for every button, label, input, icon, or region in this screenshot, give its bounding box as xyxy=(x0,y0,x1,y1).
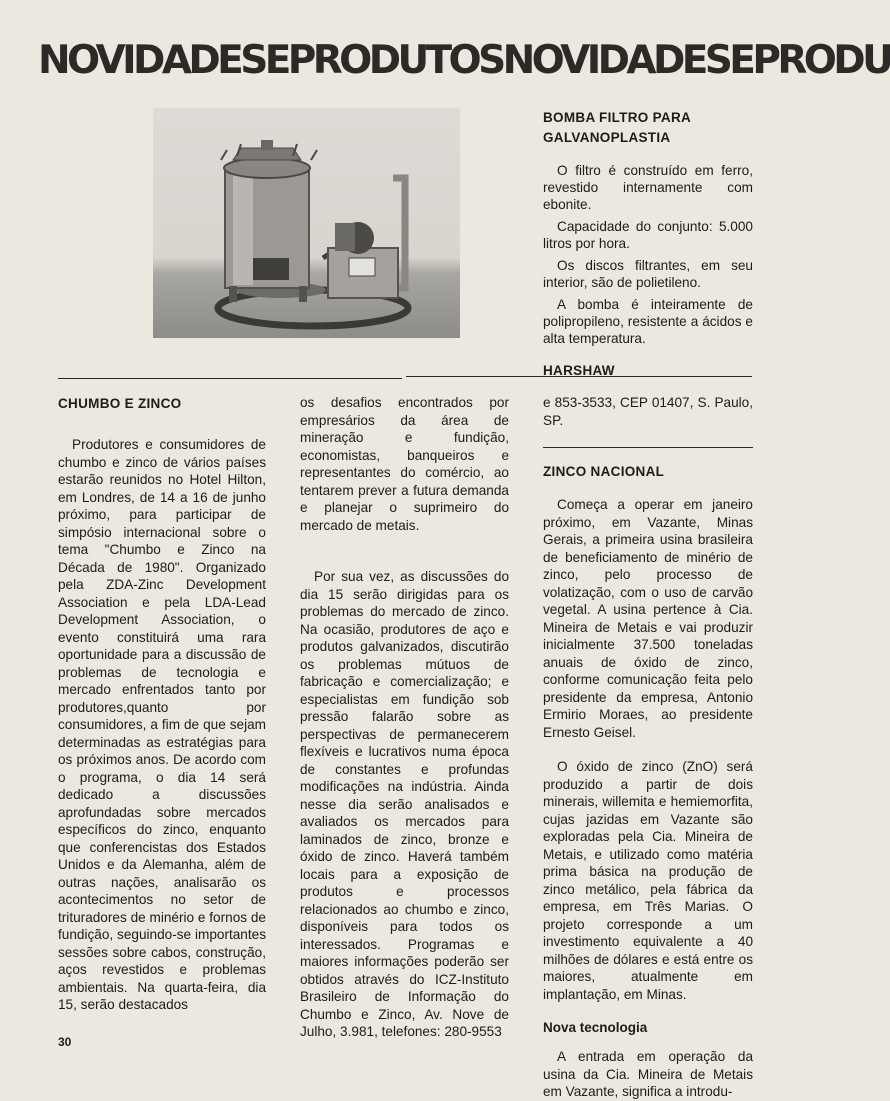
zinc-article-title: ZINCO NACIONAL xyxy=(543,464,665,479)
pump-filter-company: HARSHAW xyxy=(543,363,615,378)
lead-article-title: CHUMBO E ZINCO xyxy=(58,396,182,411)
pump-filter-paragraph: Os discos filtrantes, em seu interior, são de polietileno. xyxy=(543,258,753,290)
pump-filter-illustration xyxy=(153,108,460,338)
lead-article-column-2 xyxy=(300,394,509,1041)
divider-rule xyxy=(406,376,752,377)
right-column xyxy=(543,394,753,429)
lead-article-paragraph: Por sua vez, as discussões do dia 15 serão dirigidas para os problemas do mercado de zinco. Na ocasião, produtores de aço e produtos galvanizados, discutirão os problemas mútuos de fabricação e comercialização; e especialistas em fundição sob pressão falarão sobre as perspectivas de permanecerem flexíveis e lucrativos numa época de constantes e profundas modificações na indústria. Ainda nesse dia serão analisados e avaliados os mercados para laminados de zinco, bronze e óxido de zinco. Haverá também locais para a exposição de produtos e processos relacionados ao chumbo e zinco, disponíveis para todos os interessados. Programas e maiores informações poderão ser obtidos através do ICZ-Instituto Brasileiro de Informação do Chumbo e Zinco, Av. Nove de Julho, 3.981, telefones: 280-9553 xyxy=(300,569,509,1039)
lead-article-paragraph: Produtores e consumidores de chumbo e zinco de vários países estarão reunidos no Hotel Hilton, em Londres, de 14 a 16 de junho próximo, para participar de simpósio internacional sobre o tema "Chumbo e Zinco na Década de 1980". Organizado pela ZDA-Zinc Development Association e pela LDA-Lead Development Association, o evento constituirá uma rara oportunidade para a discussão de problemas de tecnologia e mercado enfrentados tanto por produtores,quanto por consumidores, a fim de que sejam determinadas as estratégias para os próximos anos. De acordo com o programa, o dia 14 será dedicado a discussões aprofundadas sobre mercados específicos do zinco, enquanto que conferencistas dos Estados Unidos e da Alemanha, além de outras nações, analisarão os acontecimentos no setor de trituradores de minério e fornos de fundição, seguindo-se importantes sessões sobre cabos, construção, aços revestidos e problemas ambientais. Na quarta-feira, dia 15, serão destacados xyxy=(58,437,266,1012)
section-banner: NOVIDADESEPRODUTOSNOVIDADESEPRODU xyxy=(38,38,890,83)
divider-rule xyxy=(58,378,402,379)
lead-article-column-1 xyxy=(58,394,266,1014)
zinc-article-subheading: Nova tecnologia xyxy=(543,1020,648,1035)
zinc-article-paragraph: Começa a operar em janeiro próximo, em Vazante, Minas Gerais, a primeira usina brasileira de beneficiamento de minério de zinco, pelo processo de volatização, com o uso de carvão vegetal. A usina pertence à Cia. Mineira de Metais e vai produzir inicialmente 37.500 toneladas anuais de óxido de zinco, conforme comunicação feita pelo presidente da empresa, Antonio Ermirio Moraes, ao presidente Ernesto Geisel. xyxy=(543,497,753,740)
zinc-article xyxy=(543,462,753,1101)
pump-filter-paragraph: A bomba é inteiramente de polipropileno, resistente a ácidos e alta temperatura. xyxy=(543,297,753,346)
pump-filter-photo xyxy=(153,108,460,338)
lead-article-paragraph: e 853-3533, CEP 01407, S. Paulo, SP. xyxy=(543,395,753,428)
pump-filter-title-line2: GALVANOPLASTIA xyxy=(543,130,671,145)
pump-filter-paragraph: O filtro é construído em ferro, revestido internamente com ebonite. xyxy=(543,163,753,212)
divider-rule xyxy=(543,447,753,448)
page-number: 30 xyxy=(58,1035,72,1049)
pump-filter-article xyxy=(543,108,753,381)
pump-filter-paragraph: Capacidade do conjunto: 5.000 litros por hora. xyxy=(543,219,753,251)
zinc-article-paragraph: A entrada em operação da usina da Cia. Mineira de Metais em Vazante, significa a introdu- xyxy=(543,1049,753,1099)
pump-filter-title-line1: BOMBA FILTRO PARA xyxy=(543,110,692,125)
zinc-article-paragraph: O óxido de zinco (ZnO) será produzido a partir de dois minerais, willemita e hemiemorfita, cujas jazidas em Vazante são exploradas pela Cia. Mineira de Metais, e utilizado como matéria prima básica na produção de zinco metálico, pela fábrica da empresa, em Três Marias. O projeto corresponde a um investimento equivalente a 40 milhões de dólares e está entre os maiores, atualmente em implantação, em Minas. xyxy=(543,759,753,1002)
lead-article-paragraph: os desafios encontrados por empresários da área de mineração e fundição, economistas, banqueiros e representantes do comércio, ao tentarem prever a futura demanda e planejar o suprimeiro do mercado de metais. xyxy=(300,395,509,533)
